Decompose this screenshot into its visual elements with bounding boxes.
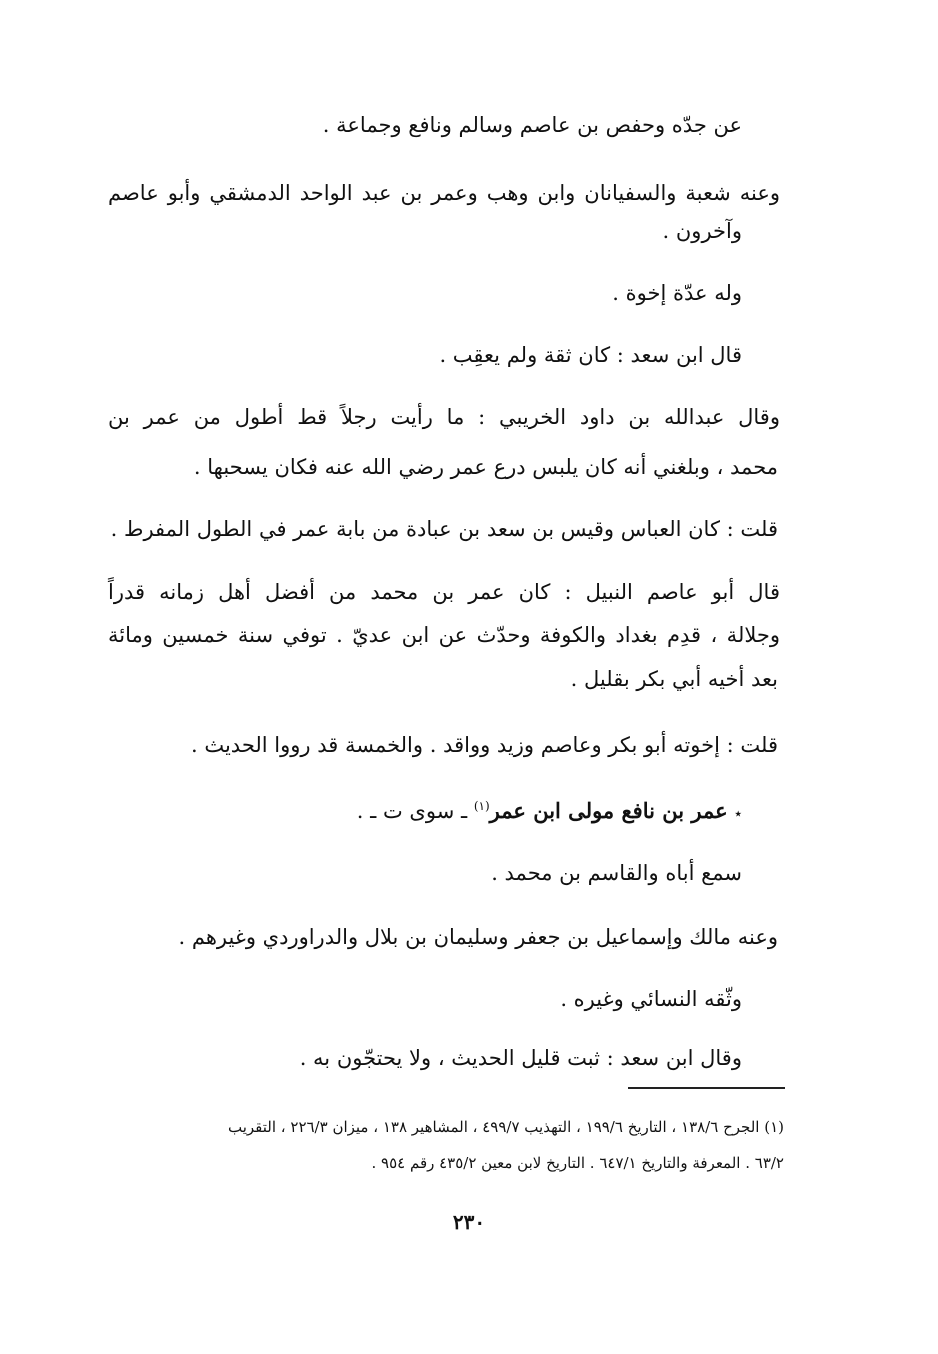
text-line-10: وجلالة ، قدِم بغداد والكوفة وحدّث عن ابن عديّ . توفي سنة خمسين ومائة — [108, 623, 780, 647]
footnote-line-1: (١) الجرح ١٣٨/٦ ، التاريخ ١٩٩/٦ ، التهذيب ٤٩٩/٧ ، المشاهير ١٣٨ ، ميزان ٢٢٦/٣ ، التقريب — [227, 1118, 784, 1136]
text-line-2: وعنه شعبة والسفيانان وابن وهب وعمر بن عبد الواحد الدمشقي وأبو عاصم — [108, 181, 780, 205]
entry-marker: ٭ — [734, 806, 742, 822]
text-line-17: وقال ابن سعد : ثبت قليل الحديث ، ولا يحتجّون به . — [299, 1046, 742, 1070]
text-line-16: وثّقه النسائي وغيره . — [560, 987, 742, 1011]
text-line-12: قلت : إخوته أبو بكر وعاصم وزيد وواقد . والخمسة قد رووا الحديث . — [190, 733, 778, 757]
footnote-line-2: ٦٣/٢ . المعرفة والتاريخ ٦٤٧/١ . التاريخ لابن معين ٤٣٥/٢ رقم ٩٥٤ . — [371, 1154, 784, 1172]
text-line-6: وقال عبدالله بن داود الخريبي : ما رأيت رجلاً قط أطول من عمر بن — [108, 405, 780, 429]
text-line-7: محمد ، وبلغني أنه كان يلبس درع عمر رضي الله عنه فكان يسحبها . — [193, 455, 778, 479]
text-line-3: وآخرون . — [662, 219, 742, 243]
text-line-14: سمع أباه والقاسم بن محمد . — [491, 861, 742, 885]
text-line-15: وعنه مالك وإسماعيل بن جعفر وسليمان بن بلال والدراوردي وغيرهم . — [178, 925, 778, 949]
entry-title: عمر بن نافع مولى ابن عمر — [489, 798, 728, 823]
text-line-9: قال أبو عاصم النبيل : كان عمر بن محمد من أفضل أهل زمانه قدراً — [108, 580, 780, 604]
text-line-1: عن جدّه وحفص بن عاصم وسالم ونافع وجماعة . — [322, 113, 742, 137]
text-line-11: بعد أخيه أبي بكر بقليل . — [570, 667, 778, 691]
page-number: ٢٣٠ — [452, 1210, 486, 1234]
text-line-4: وله عدّة إخوة . — [612, 281, 742, 305]
entry-heading — [357, 796, 742, 829]
footnote-divider — [628, 1087, 785, 1089]
text-line-8: قلت : كان العباس وقيس بن سعد بن عبادة من بابة عمر في الطول المفرط . — [110, 517, 778, 541]
footnote-reference: (١) — [473, 799, 490, 813]
entry-tail: ـ سوى ت ـ . — [356, 799, 468, 823]
text-line-5: قال ابن سعد : كان ثقة ولم يعقِب . — [439, 343, 742, 367]
